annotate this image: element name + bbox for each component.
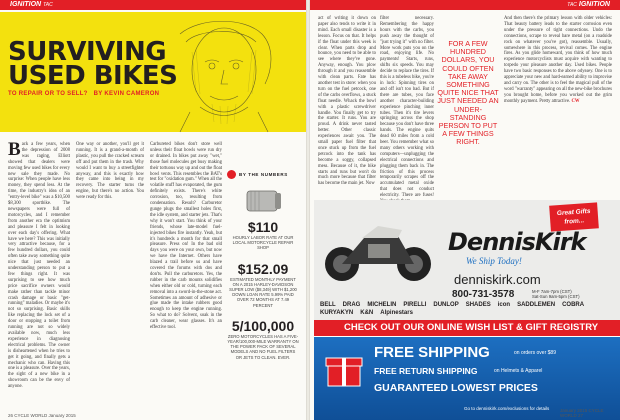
article-deck [8, 91, 159, 97]
body-column-3 [150, 142, 222, 410]
footer-left: 26 CYCLE WORLD January 2015 [8, 413, 76, 418]
body-column-5-text: filter necessary. Remembering the happy hours with the carbs, you push away the thought of "just trying it" with no filter. More work puts you on the road, enjoying life. No payments! Starts, runs, shifts six speeds. You may decide to replace the tires. If this is a tubeless bike, you're in luck: Spinning tires on and off isn't too bad. But if there are tubes, you face another character-building experience pinching inner tubes. Then it's tire levers springing across the shop because you don't have three hands. The engine quits dead 60 miles from a cold beer. You remember what so many others working with computers—unplugging the electrical connections and plugging them back in. The friction of this process temporarily scrapes off the accumulated metal oxide that does not conduct electricity. There are fuses! [380, 16, 434, 199]
free-shipping-note: on orders over $89 [514, 350, 556, 356]
brand-logo: DRAG [342, 302, 361, 308]
headline-panel [0, 12, 306, 132]
section-label-right-text: IGNITION [578, 1, 610, 8]
section-bar-left [0, 0, 306, 10]
body-column-5 [380, 16, 434, 198]
stat-value-1: $110 [247, 219, 279, 235]
section-label-right-sub: TAC [567, 2, 577, 8]
pull-quote [436, 40, 500, 147]
brand-logo: icon [497, 302, 511, 308]
dennis-kirk-ad [314, 200, 620, 420]
stat-caption-2: ESTIMATED MONTHLY PAYMENT ON A 2015 HARLEY-DAVIDSON SUPER LOW ($8,349) WITH $1,200 DOWN LOAN RATE 5.99% PAID OVER 72 MONTHS AT 7.49 PERCENT [229, 276, 297, 308]
body-column-4 [318, 16, 376, 198]
by-the-numbers-sidebar [227, 170, 299, 410]
article-headline [8, 37, 178, 91]
brand-logo: Alpinestars [380, 310, 413, 316]
pull-quote-text: FOR A FEW HUNDRED DOLLARS, YOU COULD OFTEN TAKE AWAY SOMETHING QUITE NICE THAT JUST NEEDED AN UNDER-STANDING PERSON TO PUT A FEW THINGS RIGHT. [437, 39, 499, 147]
stopwatch-icon [227, 170, 236, 179]
section-label-left-text: IGNITION [10, 1, 42, 8]
headline-line-2: USED BIKES [8, 61, 178, 91]
brand-logo: MICHELIN [367, 302, 397, 308]
free-shipping-headline: FREE SHIPPING [374, 344, 490, 361]
stat-value-2: $152.09 [237, 260, 289, 277]
brand-logo: KURYAKYN [320, 310, 354, 316]
brand-logo: BELL [320, 302, 336, 308]
ad-hours-weekend: Sat-Sun 9am-5pm (CST) [532, 294, 580, 300]
body-column-2 [76, 142, 144, 410]
free-returns-note: on Helmets & Apparel [494, 368, 543, 374]
headline-line-1: SURVIVING [8, 37, 167, 67]
ad-fineprint: Go to denniskirk.com/exclusions for details [464, 406, 550, 411]
left-page [0, 0, 306, 420]
motorcycle-image [318, 208, 438, 286]
stat-caption-3: ZERO MOTORCYCLES HAS A FIVE-YEAR/100,000-MILE WARRANTY ON THE POWER PACK OF SEVERAL MODELS AND NO FUEL FILTERS OR JETS TO CLEAN. EVER. [227, 333, 299, 360]
lowest-prices-headline: GUARANTEED LOWEST PRICES [374, 382, 538, 394]
body-column-6 [504, 16, 612, 198]
brand-logo: PIRELLI [403, 302, 427, 308]
deck-text: TO REPAIR OR TO SELL? [8, 91, 88, 97]
body-column-6-text: And then there's the primary lesson with older vehicles: That beauty battery leads to the starter corrosion even under the pressure of tight connections. Undo the connections, scrape to reveal bare metal (on a roadside rock on whatever you've got), reassemble. Usually, somewhere in this process, revival comes. The engine fires. As you glide homeward, you think of how much experience motorcyclists must acquire with wanting to torpedo your pleasure another day. Used bikes. People have two basic responses to the above odyssey. One is to appreciate your new and hard-earned ability to improvise and carry on. The other is to feel the magical pull of the word "warranty" appearing on all the new-bike brochures you brought home, before you worked out the grim monthly payment. Pretty attractive. [504, 16, 612, 104]
ad-hours-weekday: M-F 7am-7pm (CST) [532, 289, 572, 294]
brand-logo: SADDLEMEN [517, 302, 556, 308]
section-label-left [10, 0, 53, 10]
ad-slogan: We Ship Today! [466, 256, 522, 266]
promo-text: Great Gifts from... [556, 207, 591, 226]
stat-value-3: 5/100,000 [231, 317, 295, 334]
body-column-2-text: One way or another, you'll get it running. It is a grand-a-month of plastic, you pull the cracked scream off and put them in the trash. Why would I want to buy a streetfighter anyway, and this is exactly how they came into being in my recovery. The starter turns the engine, but there's no action. You were ready for this. [76, 142, 144, 201]
section-bar-right [310, 0, 620, 10]
section-label-right [567, 0, 610, 10]
body-column-1 [8, 139, 70, 410]
gift-box-icon [324, 350, 364, 390]
section-label-left-sub: TAC [43, 2, 53, 8]
wishlist-text: CHECK OUT OUR ONLINE WISH LIST & GIFT REGISTRY [344, 322, 599, 333]
body-column-4-text: act of writing it down on paper also tends to write it in mind. Each small disaster is a lesson. Focus on that. It helps if the float under this week is clear. When parts drop and bounce, you need to be able to see where they've gone. Anyway, enough. You plow through it and you reassemble with clean parts. Fate has another test in store: when you turn on the fuel petcock, one of the carbs overflows, a stuck float needle. Whack the bowl with a plastic screwdriver handle. You finally get to try the starter. It runs. You are proud. A drink never tasted better. Other classic experiences await you. The small paper fuel filter that once stuck up from the fuel petcock into the tank has become a soggy, collapsed mess. Because of it, the bike starts and runs but won't do much more because that filter has become the main jet. Now [318, 16, 376, 187]
oil-filter-icon [241, 187, 285, 215]
dropcap: B [8, 139, 21, 160]
brand-logo: K&N [360, 310, 374, 316]
stat-caption-1: HOURLY LABOR RATE AT OUR LOCAL MOTORCYCLE REPAIR SHOP [232, 235, 294, 251]
brand-logo: SHADES [465, 302, 491, 308]
brand-logo: DUNLOP [433, 302, 459, 308]
ad-url[interactable]: denniskirk.com [454, 272, 541, 287]
ad-hours [532, 289, 580, 300]
footer-right: January 2015 CYCLE WORLD 27 [560, 408, 604, 418]
by-the-numbers-title-text: BY THE NUMBERS [239, 172, 288, 177]
ad-phone[interactable]: 800-731-3578 [452, 289, 515, 300]
body-column-3-text: Carbureted bikes don't store well unless their float bowls were run dry or drained. In bikes put away "wet," those fuel molecules get busy making their tortuous way up and out the float bowl vents. This resembles the BAT's test for "oxidation gum." When all the volatile stuff has evaporated, the gum definitely exists. There's white corrosion, too, resulting from condensation. Result? Carburetor gunge plugs the smallest holes first, the idle system, and starter jets. That's why it won't start. You think of your friends, whose late-model fuel-injected bikes fire instantly. Yeah, but it's hundreds a month for that small pleasure. Press on! In the bad old days you were on your own, but now we have the Internet. Others have blazed a trail before us and have covered the forums with dos and don'ts. Pull the carburetors. Yes, the rubber in the carb mounts solidifies when either old or cold, turning each removal into a sword-in-the-stone act. Sometimes an amount of adhesive or glue made the intake rubbers good enough to keep the engine running. So what to do? Solvent, soak in the carb cleaner, wear glasses. It's an effective tool. [150, 142, 222, 331]
byline: BY KEVIN CAMERON [93, 91, 160, 97]
by-the-numbers-title [227, 170, 299, 179]
free-returns-headline: FREE RETURN SHIPPING [374, 366, 478, 376]
ad-brand-row [320, 302, 616, 316]
dennis-kirk-logo: DennisKirk [448, 228, 586, 256]
body-column-1-text: ack a few years, when the depression of 2008 was raging, Elliott showed that dealers were moving few used bikes for every new sale they made. No surprise: When people have less money, they spend less. At the time, the industry's idea of an "entry-level bike" was a $10,500 $8,300 sportbike. The newspapers were full of motorcycles, and I remember from another era the optimism and pleasure I felt in looking over each day's offering. What have we here? This was initially very attractive because, for a few hundred dollars, you could often take away something quite nice that just needed an understanding person to put a few things right. It was surprising to see how much price sacrifice owners would make rather than tackle minor crash damage or basic "get-running" maladies. Or maybe it's not so surprising. Basic skills like replacing the lock set of a door or stopping a toilet from running are not so widely available now, much less experience in diagnosing electrical problems. The owner is disheartened when he tries to get it going, and finally gets a mechanic who can. Having this one is a pleasure. Over the years, the sight of a new bike in a showroom can be the envy of anyone. [8, 142, 70, 390]
brand-logo: COBRA [562, 302, 585, 308]
end-mark: CW [571, 98, 580, 104]
